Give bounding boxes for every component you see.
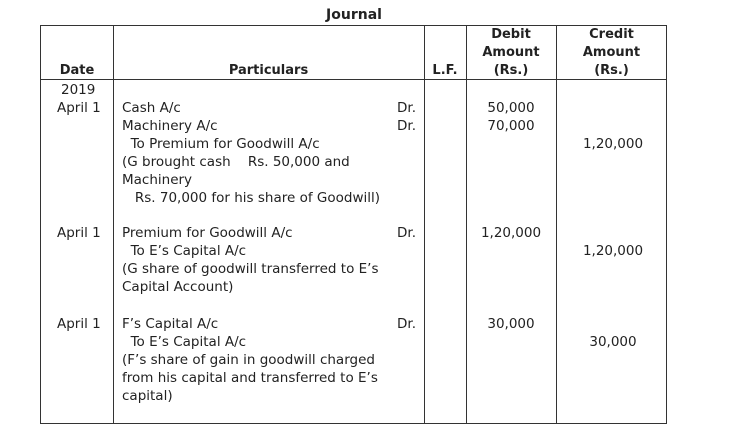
particulars-line: Cash A/c (122, 100, 181, 116)
dr-marker: Dr. (397, 316, 416, 332)
particulars-line: Machinery A/c (122, 118, 218, 134)
dr-marker: Dr. (397, 225, 416, 241)
dr-marker: Dr. (397, 118, 416, 134)
particulars-line: (F’s share of gain in goodwill charged (122, 352, 375, 368)
header-particulars: Particulars (228, 63, 309, 78)
debit-amount: 50,000 (487, 100, 535, 116)
particulars-line: Machinery (122, 172, 193, 188)
particulars-line: To E’s Capital A/c (122, 334, 247, 350)
particulars-line: F’s Capital A/c (122, 316, 219, 332)
particulars-line: Capital Account) (122, 279, 234, 295)
particulars-line: To E’s Capital A/c (122, 243, 247, 259)
header-credit-line: (Rs.) (594, 63, 629, 78)
dr-marker: Dr. (397, 100, 416, 116)
credit-amount: 30,000 (589, 334, 637, 350)
debit-amount: 30,000 (487, 316, 535, 332)
header-debit-line: Amount (482, 45, 540, 60)
particulars-line: from his capital and transferred to E’s (122, 370, 378, 386)
entry-date: April 1 (57, 100, 101, 116)
header-debit-line: Debit (491, 27, 531, 42)
header-debit-line: (Rs.) (493, 63, 529, 78)
particulars-line: (G brought cash Rs. 50,000 and (122, 154, 350, 170)
credit-amount: 1,20,000 (582, 243, 644, 259)
header-credit-line: Amount (582, 45, 641, 60)
header-debit (466, 26, 556, 80)
column-divider (424, 26, 425, 423)
particulars-line: To Premium for Goodwill A/c (122, 136, 320, 152)
header-lf: L.F. (432, 63, 458, 78)
header-credit-line: Credit (589, 27, 634, 42)
particulars-line: Rs. 70,000 for his share of Goodwill) (122, 190, 381, 206)
particulars-line: Premium for Goodwill A/c (122, 225, 293, 241)
particulars-line: (G share of goodwill transferred to E’s (122, 261, 379, 277)
column-divider (113, 26, 114, 423)
debit-amount: 1,20,000 (480, 225, 542, 241)
entry-year: 2019 (61, 82, 96, 98)
entry-date: April 1 (57, 225, 101, 241)
journal-title: Journal (326, 7, 382, 23)
debit-amount: 70,000 (487, 118, 535, 134)
column-divider (556, 26, 557, 423)
entry-date: April 1 (57, 316, 101, 332)
header-date: Date (59, 63, 95, 78)
header-credit (556, 26, 667, 80)
particulars-line: capital) (122, 388, 173, 404)
credit-amount: 1,20,000 (582, 136, 644, 152)
journal-table (40, 25, 667, 424)
